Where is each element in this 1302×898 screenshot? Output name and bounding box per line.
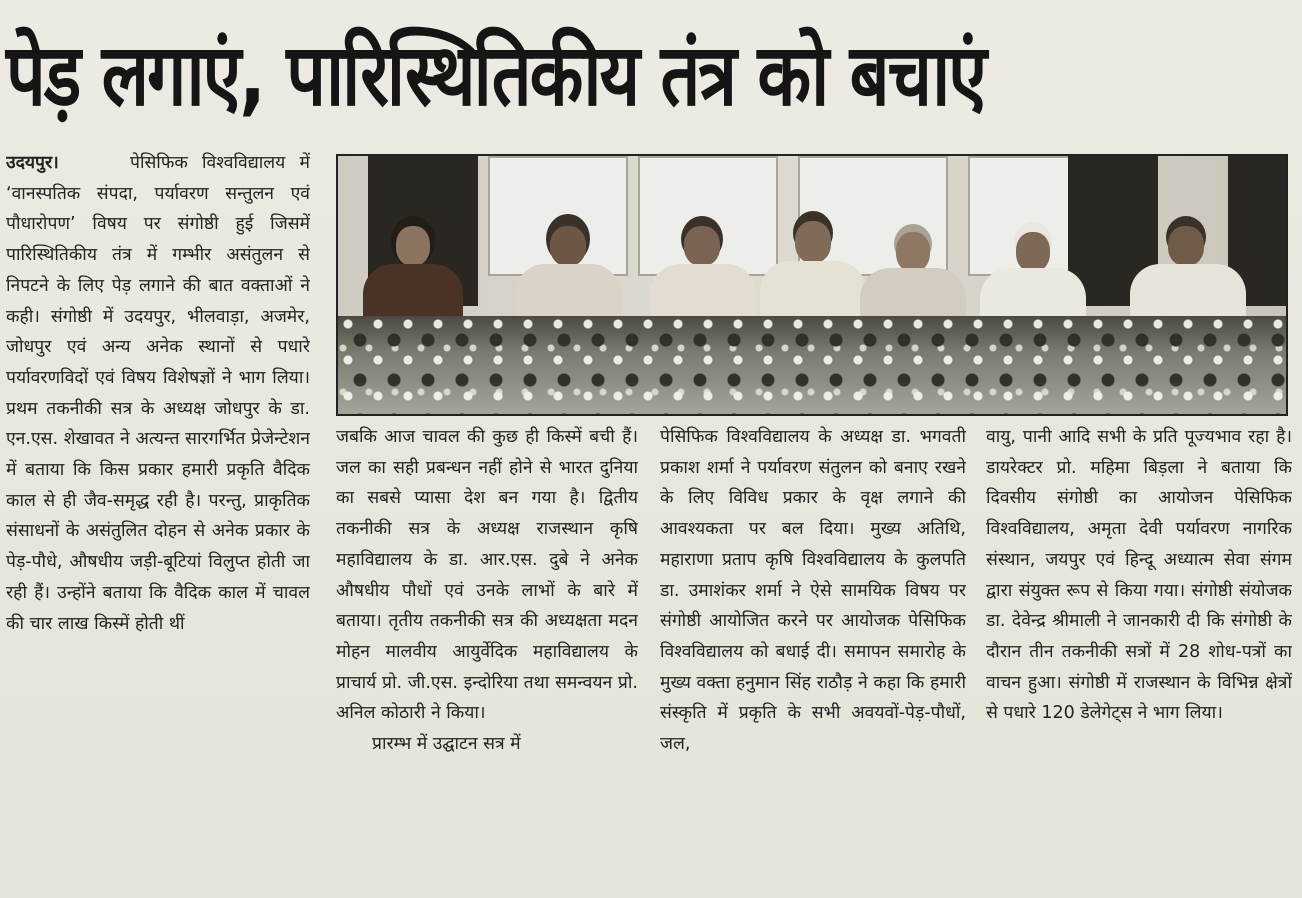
photo-flower-arrangement: [338, 314, 1286, 416]
photo-person: [858, 224, 968, 326]
headline: पेड़ लगाएं, पारिस्थितिकीय तंत्र को बचाएं: [6, 24, 985, 126]
photo-person: [513, 214, 623, 326]
column-2-text: जबकि आज चावल की कुछ ही किस्में बची हैं। जल का सही प्रबन्धन नहीं होने से भारत दुनिया का सबसे प्यासा देश बन गया है। द्वितीय तकनीकी सत्र के अध्यक्ष राजस्थान कृषि महाविद्यालय के डा. आर.एस. दुबे ने अनेक औषधीय पौधों एवं उनके लाभों के बारे में बताया। तृतीय तकनीकी सत्र की अध्यक्षता मदन मोहन मालवीय आयुर्वेदिक महाविद्यालय के प्राचार्य प्रो. जी.एस. इन्दोरिया तथा समन्वयन प्रो. अनिल कोठारी ने किया।: [336, 427, 638, 724]
article-column-2: [336, 422, 638, 896]
column-2-text-continued: [336, 729, 638, 760]
column-1-text: [6, 148, 310, 639]
column-3-text: पेसिफिक विश्वविद्यालय के अध्यक्ष डा. भगवती प्रकाश शर्मा ने पर्यावरण संतुलन को बनाए रखने के लिए विविध प्रकार के वृक्ष लगाने की आवश्यकता पर बल दिया। मुख्य अतिथि, महाराणा प्रताप कृषि विश्वविद्यालय के कुलपति डा. उमाशंकर शर्मा ने ऐसे सामयिक विषय पर संगोष्ठी आयोजित करने पर आयोजक पेसिफिक विश्वविद्यालय को बधाई दी। समापन समारोह के मुख्य वक्ता हनुमान सिंह राठौड़ ने कहा कि हमारी संस्कृति में प्रकृति के सभी अवयवों-पेड़-पौधों, जल,: [660, 427, 966, 755]
column-4-text: वायु, पानी आदि सभी के प्रति पूज्यभाव रहा है। डायरेक्टर प्रो. महिमा बिड़ला ने बताया कि दिवसीय संगोष्ठी का आयोजन पेसिफिक विश्वविद्यालय, अमृता देवी पर्यावरण नागरिक संस्थान, जयपुर एवं हिन्दू अध्यात्म सेवा संगम द्वारा संयुक्त रूप से किया गया। संगोष्ठी संयोजक डा. देवेन्द्र श्रीमाली ने जानकारी दी कि संगोष्ठी के दौरान तीन तकनीकी सत्रों में 28 शोध-पत्रों का वाचन हुआ। संगोष्ठी में राजस्थान के विभिन्न क्षेत्रों से पधारे 120 डेलेगेट्स ने भाग लिया।: [986, 427, 1292, 724]
seminar-photo: [336, 154, 1288, 416]
article-column-1: [6, 148, 310, 896]
photo-person: [1128, 216, 1248, 326]
article-column-3: [660, 422, 966, 896]
dateline: उदयपुर।: [6, 153, 59, 173]
photo-person: [358, 216, 468, 326]
column-2-continued-body: प्रारम्भ में उद्घाटन सत्र में: [372, 734, 521, 755]
column-1-body: पेसिफिक विश्वविद्यालय में ‘वानस्पतिक संपदा, पर्यावरण सन्तुलन एवं पौधारोपण’ विषय पर संगोष्ठी हुई जिसमें पारिस्थितिकीय तंत्र में गम्भीर असंतुलन से निपटने के लिए पेड़ लगाने की बात वक्ताओं ने कही। संगोष्ठी में उदयपुर, भीलवाड़ा, अजमेर, जोधपुर एवं अन्य अनेक स्थानों से पधारे पर्यावरणविदों एवं विषय विशेषज्ञों ने भाग लिया। प्रथम तकनीकी सत्र के अध्यक्ष जोधपुर के डा. एन.एस. शेखावत ने अत्यन्त सारगर्भित प्रेजेन्टेशन में बताया कि किस प्रकार हमारी प्रकृति वैदिक काल से ही जैव-समृद्ध रही है। परन्तु, प्राकृतिक संसाधनों के असंतुलित दोहन से अनेक प्रकार के पेड़-पौधे, औषधीय जड़ी-बूटियां विलुप्त होती जा रही हैं। उन्होंने बताया कि वैदिक काल में चावल की चार लाख किस्में होती थीं: [6, 153, 310, 634]
photo-person: [648, 216, 758, 326]
photo-person: [978, 222, 1088, 326]
photo-person: [758, 211, 868, 326]
article-column-4: [986, 422, 1292, 896]
